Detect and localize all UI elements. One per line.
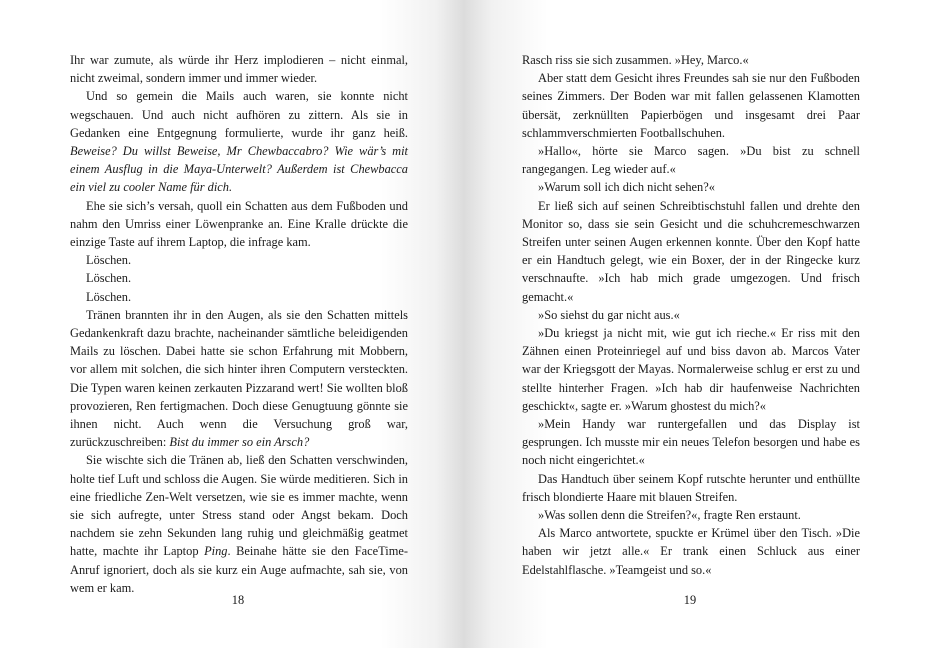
- page-number-right: 19: [683, 593, 697, 607]
- text-run: Aber statt dem Gesicht ihres Freundes sah sie nur den Fußboden seines Zimmers. Der Boden war mit fallen gelassenen Klamotten übersät, zerknüllten Papierbögen und insgesamt drei Paar schlammverschmierten Footballschuhen.: [522, 71, 860, 140]
- text-run: Sie wischte sich die Tränen ab, ließ den Schatten verschwinden, holte tief Luft und schloss die Augen. Sie würde meditieren. Sich in eine friedliche Zen-Welt versetzen, wie sie es immer machte, wenn sie sich aufregte, unter Stress stand oder Angst bekam. Doch nachdem sie zehn Sekunden lang ruhig und gleichmäßig geatmet hatte, machte ihr Laptop: [70, 453, 408, 559]
- text-run: Ehe sie sich’s versah, quoll ein Schatten aus dem Fußboden und nahm den Umriss einer Löwenpranke an. Eine Kralle drückte die einzige Taste auf ihrem Laptop, die infrage kam.: [70, 198, 408, 250]
- paragraph: [70, 51, 408, 87]
- paragraph: [522, 178, 860, 196]
- italic-run: Beweise? Du willst Beweise, Mr Chewbaccabro? Wie wär’s mit einem Ausflug in die Maya-Unterwelt? Außerdem ist Chewbacca ein viel zu cooler Name für dich.: [70, 144, 408, 195]
- paragraph: [522, 415, 860, 470]
- paragraph: [522, 69, 860, 142]
- paragraph: [70, 288, 408, 306]
- text-run: Und so gemein die Mails auch waren, sie konnte nicht wegschauen. Und auch nicht aufhören zu zittern. Als sie in Gedanken eine Entgegnung formulierte, wurde ihr ganz heiß.: [70, 89, 408, 140]
- text-run: Er ließ sich auf seinen Schreibtischstuhl fallen und drehte den Monitor so, dass sie sein Gesicht und die schuhcremeschwarzen Streifen unter seinen Augen erkennen konnte. Über den Kopf hatte er ein Handtuch gelegt, wie ein Boxer, der in der Ringecke kurz verschnaufte. »Ich hab mich grade umgezogen. Und frisch gemacht.«: [522, 198, 860, 304]
- right-page-text: [522, 51, 860, 579]
- paragraph: [522, 324, 860, 415]
- paragraph: [522, 197, 860, 306]
- text-run: »So siehst du gar nicht aus.«: [538, 307, 680, 322]
- left-page: [0, 0, 464, 648]
- text-run: »Du kriegst ja nicht mit, wie gut ich rieche.« Er riss mit den Zähnen einen Proteinriegel auf und biss davon ab. Marcos Vater war der Kriegsgott der Mayas. Normalerweise schlug er erst zu und stellte hinterher Fragen. »Ich hab dir haufenweise Nachrichten geschickt«, sagte er. »Warum ghostest du mich?«: [522, 326, 860, 413]
- paragraph: [522, 506, 860, 524]
- right-page: [464, 0, 929, 648]
- text-run: Als Marco antwortete, spuckte er Krümel über den Tisch. »Die haben wir jetzt alle.« Er trank einen Schluck aus einer Edelstahlflasche. »Teamgeist und so.«: [522, 526, 860, 577]
- paragraph: [522, 470, 860, 506]
- paragraph: [70, 269, 408, 287]
- text-run: »Hallo«, hörte sie Marco sagen. »Du bist zu schnell rangegangen. Leg wieder auf.«: [522, 144, 860, 177]
- paragraph: [70, 251, 408, 269]
- paragraph: [70, 306, 408, 452]
- italic-run: Bist du immer so ein Arsch?: [169, 435, 310, 450]
- text-run: »Mein Handy war runtergefallen und das Display ist gesprungen. Ich musste mir ein neues Telefon besorgen und habe es noch nicht eingerichtet.«: [522, 417, 860, 468]
- text-run: . Beinahe hätte sie den FaceTime-Anruf ignoriert, doch als sie kurz ein Auge aufmachte, sah sie, von wem er kam.: [70, 544, 408, 595]
- paragraph: [522, 51, 860, 69]
- paragraph: [70, 451, 408, 597]
- text-run: Löschen.: [86, 253, 132, 268]
- text-run: Ihr war zumute, als würde ihr Herz implodieren – nicht einmal, nicht zweimal, sondern immer und immer wieder.: [70, 53, 408, 86]
- text-run: Tränen brannten ihr in den Augen, als sie den Schatten mittels Gedankenkraft dazu brachte, nacheinander sämtliche beleidigenden Mails zu löschen. Dabei hatte sie schon Erfahrung mit Mobbern, vor allem mit solchen, die sich hinter ihren Computern versteckten. Die Typen waren keinen zerkauten Pizzarand wert! Sie wollten bloß provozieren, Ren fertigmachen. Doch diese Genugtuung gönnte sie ihnen nicht. Auch wenn die Versuchung groß war, zurückzuschreiben:: [70, 307, 408, 450]
- text-run: Löschen.: [86, 289, 132, 304]
- text-run: »Was sollen denn die Streifen?«, fragte Ren erstaunt.: [538, 508, 801, 523]
- paragraph: [522, 524, 860, 579]
- text-run: Löschen.: [86, 271, 132, 286]
- paragraph: [522, 306, 860, 324]
- paragraph: [70, 87, 408, 196]
- italic-run: Ping: [204, 544, 228, 559]
- text-run: Rasch riss sie sich zusammen. »Hey, Marco.«: [522, 53, 749, 67]
- page-number-left: 18: [231, 593, 245, 607]
- text-run: Das Handtuch über seinem Kopf rutschte herunter und enthüllte frisch blondierte Haare mit blauen Streifen.: [522, 471, 860, 504]
- paragraph: [70, 197, 408, 252]
- paragraph: [522, 142, 860, 178]
- text-run: »Warum soll ich dich nicht sehen?«: [538, 180, 715, 195]
- left-page-text: [70, 51, 408, 597]
